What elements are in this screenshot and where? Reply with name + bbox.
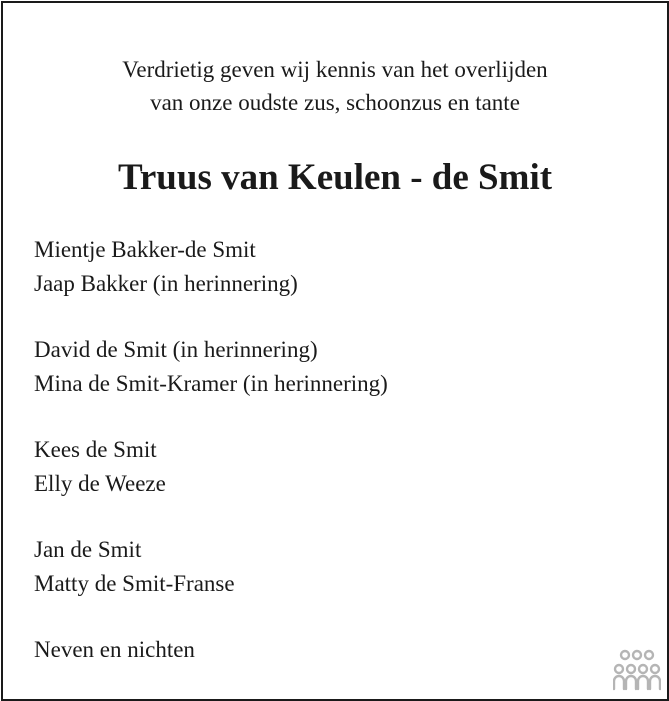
family-group-2 bbox=[34, 333, 388, 401]
family-list bbox=[34, 233, 388, 699]
family-group-icon bbox=[613, 649, 661, 691]
deceased-name: Truus van Keulen - de Smit bbox=[117, 157, 553, 198]
family-member: Kees de Smit bbox=[34, 437, 157, 462]
family-member: Mientje Bakker-de Smit bbox=[34, 237, 256, 262]
intro-line-1: Verdrietig geven wij kennis van het overlijden bbox=[122, 57, 548, 82]
obituary-card bbox=[1, 1, 669, 701]
family-member: Jaap Bakker (in herinnering) bbox=[34, 271, 298, 296]
family-member: Neven en nichten bbox=[34, 637, 195, 662]
family-group-1 bbox=[34, 233, 388, 301]
intro-text bbox=[3, 53, 667, 119]
family-group-3 bbox=[34, 433, 388, 501]
family-member: David de Smit (in herinnering) bbox=[34, 337, 318, 362]
family-group-4 bbox=[34, 533, 388, 601]
family-member: Matty de Smit-Franse bbox=[34, 571, 235, 596]
family-member: Elly de Weeze bbox=[34, 471, 166, 496]
family-group-5 bbox=[34, 633, 388, 667]
intro-line-2: van onze oudste zus, schoonzus en tante bbox=[150, 90, 520, 115]
family-member: Jan de Smit bbox=[34, 537, 142, 562]
family-member: Mina de Smit-Kramer (in herinnering) bbox=[34, 371, 388, 396]
